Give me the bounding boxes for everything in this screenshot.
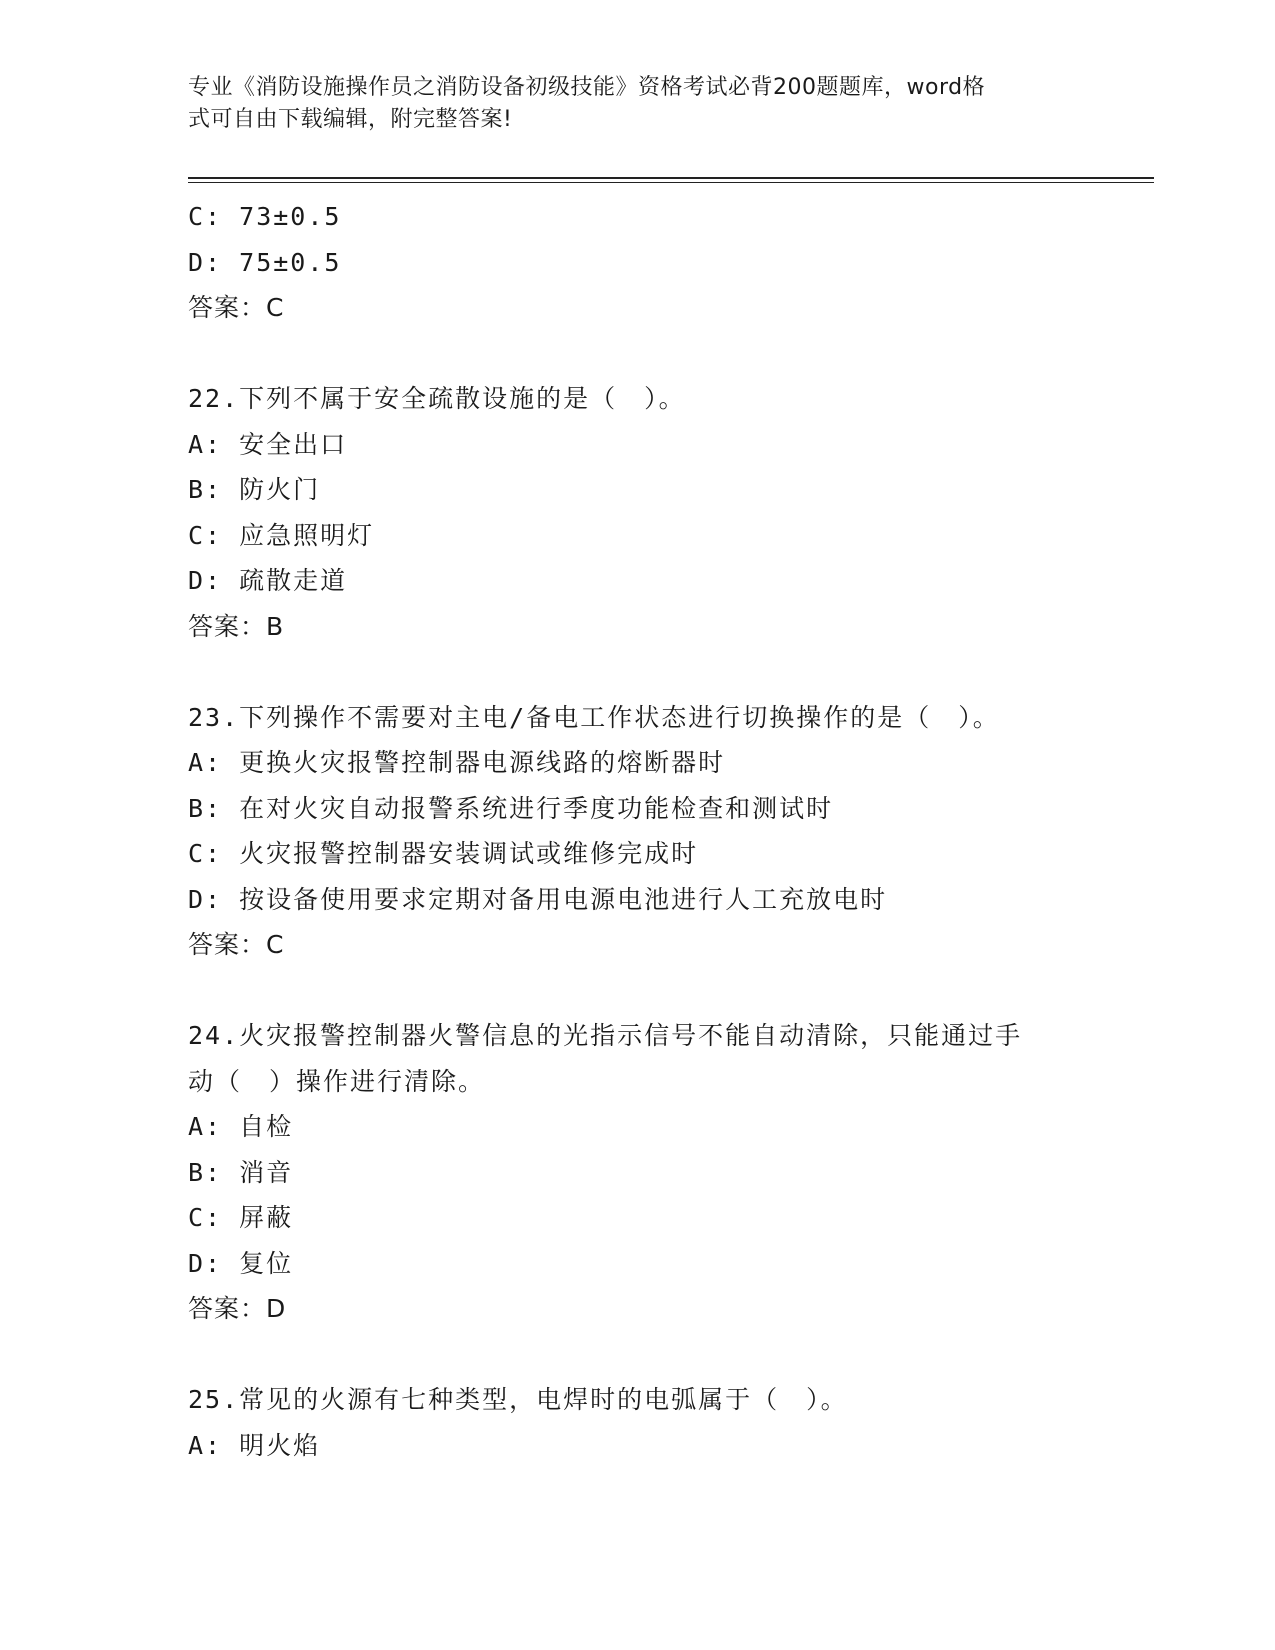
option-a: A: 安全出口 — [188, 429, 348, 459]
option-c: C: 73±0.5 — [188, 202, 342, 231]
question-text: 23.下列操作不需要对主电/备电工作状态进行切换操作的是（ ）。 — [188, 702, 1000, 732]
question-text: 22.下列不属于安全疏散设施的是（ ）。 — [188, 384, 686, 413]
spacer — [188, 1332, 1088, 1378]
option-a: A: 自检 — [188, 1112, 294, 1141]
question-text-line-2: 动（ ）操作进行清除。 — [188, 1066, 486, 1096]
spacer — [188, 331, 1088, 377]
option-a: A: 更换火灾报警控制器电源线路的熔断器时 — [188, 748, 726, 777]
option-d: D: 复位 — [188, 1248, 294, 1278]
option-b: B: 防火门 — [188, 475, 321, 504]
question-text: 25.常见的火源有七种类型，电焊时的电弧属于（ ）。 — [188, 1385, 848, 1414]
option-c: C: 应急照明灯 — [188, 520, 375, 550]
option-d: D: 按设备使用要求定期对备用电源电池进行人工充放电时 — [188, 884, 888, 914]
document-header — [188, 72, 1068, 136]
document-body — [188, 194, 1088, 1468]
question-21-tail — [188, 194, 1088, 331]
option-a: A: 明火焰 — [188, 1430, 321, 1460]
option-c: C: 屏蔽 — [188, 1203, 294, 1232]
header-title-line-2: 式可自由下载编辑，附完整答案! — [188, 107, 513, 132]
option-b: B: 在对火灾自动报警系统进行季度功能检查和测试时 — [188, 793, 834, 823]
answer-line: 答案：B — [188, 611, 285, 641]
answer-line: 答案：C — [188, 930, 285, 959]
answer-line: 答案：D — [188, 1294, 287, 1323]
question-25 — [188, 1377, 1088, 1468]
header-divider-thick — [188, 177, 1154, 179]
question-text-line-1: 24.火灾报警控制器火警信息的光指示信号不能自动清除，只能通过手 — [188, 1021, 1023, 1050]
option-b: B: 消音 — [188, 1157, 294, 1187]
question-22 — [188, 376, 1088, 649]
option-c: C: 火灾报警控制器安装调试或维修完成时 — [188, 839, 699, 868]
answer-line: 答案：C — [188, 293, 285, 322]
question-24 — [188, 1013, 1088, 1332]
option-d: D: 75±0.5 — [188, 247, 342, 277]
option-d: D: 疏散走道 — [188, 566, 348, 595]
spacer — [188, 968, 1088, 1014]
header-divider-thin — [188, 182, 1154, 183]
spacer — [188, 649, 1088, 695]
question-23 — [188, 695, 1088, 968]
header-title-line-1: 专业《消防设施操作员之消防设备初级技能》资格考试必背200题题库，word格 — [188, 75, 986, 100]
